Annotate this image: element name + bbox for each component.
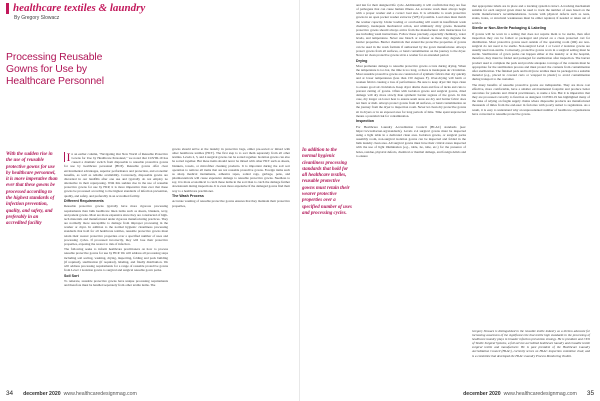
issue-date-left: december 2020 <box>23 390 61 397</box>
right-page <box>300 0 600 401</box>
paragraph-different: Reusable protective gowns typically have more rigorous processing requirements than bulk healthcare linen items such as sheets, blankets, terry, and patient gowns. Most are more expensive since they are constructed of high-tech materials and manufactured under rigorous manufacturing practices. They are normally more susceptible to damage from improper processing in the washer or dryer. In addition to the normal hygienic cleanliness processing standards that hold for all healthcare textiles, reusable protective gowns must retain their wearer protective properties over a specified number of uses and processing cycles. If processed incorrectly, they will lose their protective properties, exposing the wearer to risk of infection. <box>64 204 168 246</box>
column-4 <box>472 4 590 117</box>
byline: By Gregory Slowacz <box>14 15 60 21</box>
subhead-soil-sort: Soil Sort <box>64 273 79 278</box>
website-left: www.healthcaredesignmag.com <box>63 390 137 397</box>
author-bio: Gregory Slowacz is distinguished in the reusable textile industry as a tireless advocate for increasing awareness of the significant role that textile high standards in the processing of healthcare laundry plays in broader infection prevention strategy. He is president and CEO of Textile Surgical Systems, a full-service accredited healthcare laundry and reusable textile surgical textile and manufacturer. He is past president of the Healthcare Laundry Accreditation Council (HLAC), currently serves on HLAC inspection committee chair, and is a committee that developed the HLAC Laundry Process Monitoring Toolkit. <box>472 329 590 358</box>
subhead-drying: Drying <box>356 58 368 63</box>
left-footer <box>0 389 300 398</box>
intro-text: n an earlier column, "Navigating Our New World of Reusable Protective Gowns for Use by Healthcare Personnel," we noted that COVID-19 has caused a dramatic switch from disposable to reusable protective gowns for use by healthcare personnel (HCP). Reusable gowns offer clear environmental advantages, superior performance and protection, and economic benefits, as well as reliable availability. Conversely, disposable gowns are discarded in our landfills after one use and typically do not employ no alternative in their repurposing. With this sudden rise in the use of reusable protective gowns for use by HCP, it is more imperative than ever that these gowns be processed according to the highest standards of infection prevention, quality, and safety, and preferably in an accredited facility. <box>64 152 168 198</box>
pull-quote-right: In addition to the normal hygienic cleanliness processing standards that hold for all healthcare textiles, reusable protective gowns must retain their wearer protective properties over a specified number of uses and processing cycles. <box>302 148 352 216</box>
page-number-right: 35 <box>586 390 594 397</box>
right-footer <box>300 389 600 398</box>
pull-quote-left: With the sudden rise in the use of reusable protective gowns for use by healthcare personnel, it is more imperative than ever that these gowns be processed according to the highest standards of infection prevention, quality, and safety, and preferably in an accredited facility <box>6 152 58 227</box>
paragraph-soil-sort: To reiterate, reusable protective gowns have unique processing requirements and therefore must be handled separately from other textile items. The <box>64 278 168 288</box>
paragraph-sterile: If gowns will be worn in a setting that does not require them to be sterile, then after inspection they can be folded or packaged and placed on a clean protected cart for distribution. Most protective gowns used outside of the operating room (OR) are non-surgical do not need to be sterile. Non-surgical Level 1 or Level 2 isolation gowns are usually used non-sterile. Conversely, protective gowns worn in a surgical setting must be sterile. Sterilization of gown packs can happen either at the laundry or at the hospital, therefore, they must be folded and packaged for sterilization after inspection. The barrier product used to complete the pack and provide adequate coverage of the contents must be appropriate for the sterilization process and must protect the contents from contamination after sterilization. The finished pack and hold (now textiles must be packaged in a suitable material (e.g., placed in covered carts or wrapped in plastic) to avoid contamination during transport to the customer. <box>472 31 590 82</box>
subhead-wash: The Wash Process <box>172 194 204 199</box>
paragraph-sort-continued: gowns should arrive at the laundry in protective bags, either pre-sorted or mixed with other healthcare textiles (HCT). The first step is to sort them separately from all other textiles. Levels 2, 3, and 4 surgical gowns can be sorted together. Isolation gowns can also be sorted together. But these items should never be mixed with other HCT such as sheets, blankets, towels, or microfiber cleaning products. It is important during the soil sort operation to remove all items that are not reusable protective gowns. Foreign items such as sharp medical instruments, adhesive tapes, soiled rags, garbage, pens, and pharmaceuticals will cause expensive damage to reusable protective gowns. Needless to say, it is more economical to catch these items in the sort than to catch the damage further downstream during inspections. It is even more expensive if the damaged gowns find their way to a healthcare practitioner. <box>172 147 290 193</box>
paragraph-benefits: The many benefits of reusable protective gowns are indisputable. They are more cost effective, more comfortable, have a smaller environmental footprint and produce better outcomes for patients and clinical practitioners, to name a few. But it is imperative that they are processed correctly to function as designed. COVID-19 has highlighted many of the risks of relying on fragile supply chains where disposable products are manufactured thousands of miles from the end-user in factories with poorly suited to regulations. As a result, it is easy to understand why an unprecedented number of healthcare organizations have converted to reusable protective gowns. <box>472 82 590 116</box>
paragraph-inspection: For Healthcare Laundry Accreditation Council (HLAC) standards (see: https://www.hlacnet.org/standards), Levels 2-4 surgical gowns must be inspected using a light table in a dedicated clean area. Isolation gowns, or surgical packs assembly room, non-surgical isolation gowns can be inspected and folded in the bulk laundry clean area. All surgical gowns must have their critical zones inspected with the use of light illumination (e.g., table, tie, tube, etc.) for the presence of holes, residue, physical defects, chemical or thermal damage, and foreign debris and to ensure <box>356 124 466 158</box>
subhead-different: Different Requirements <box>64 199 104 204</box>
intro-paragraph <box>64 149 168 198</box>
paragraph-inspection-continued: that appropriate labels are in place and a tracking system is intact. A tracking mechanism suitable for each surgical gown must be used to track the number of uses based on the textile manufacturer's recommendations. Gowns with physical defects such as tears, stains, holes, or structural weaknesses must be either repaired, if needed or taken out of service. <box>472 4 590 25</box>
website-right: www.healthcaredesignmag.com <box>503 390 577 397</box>
article-title: Processing Reusable Gowns for Use by Healthcare Personnel <box>6 52 104 88</box>
section-accent-bar <box>6 3 9 14</box>
section-header <box>6 2 145 14</box>
column-2 <box>172 147 290 209</box>
column-1 <box>64 149 168 288</box>
paragraph-wash-continued: and last for their designed life cycle. Additionally, it will confirm that they are free of pathogens that can cause human illness. An accurate wash must always begin with a proper washer and a correct load size. It is advisable to wash protective gowns in an open pocket washer extractor (WE) if possible. Load sizes must match the washer capacity. Under loading or overloading will result in insufficient wash chemistry, inadequate mechanical action, and ultimately dirty gowns. Reusable protective gowns should always arrive from the manufacturer with instructions for use including wash instructions. Follow these precisely, especially chemistry, water levels, and temperature. Never use bleach or softener as these may degrade the barrier properties. Barrier chemicals that extend the protective properties of gowns can be used in the wash formula if authorized by the gown manufacturer. Always protect gowns from all surfaces, or hand contamination on the journey to the dryer. Never let clean protective gowns sit in a washer for an extended period. <box>356 3 466 57</box>
subhead-sterile: Sterile or Non-Sterile Packaging & Labeling <box>472 26 547 31</box>
subhead-inspection: Inspection <box>356 119 374 124</box>
paragraph-following: The following seeks to inform healthcare practitioners on how to process reusable protective gowns for use by HCP. We will address all processing steps including soil sorting, washing, drying, inspecting, folding and pack building (if required), sterilization (if required), labeling, and finally distribution. We will address processing requirements for a range of reusable protective gowns from Level 1 isolation gowns to surgical and surgical reusable gown packs. <box>64 247 168 272</box>
column-3 <box>356 3 466 159</box>
issue-date-right: december 2020 <box>463 390 501 397</box>
section-title: healthcare textiles & laundry <box>13 2 146 14</box>
paragraph-drying: Most premature damage to reusable protective gowns occurs during drying. When the temperature is too hot, the time is too long, or there is inadequate air circulation. Most reusable protective gowns are constructed of synthetic fabrics that dry quickly and at lower temperatures (less than 150 degrees F). Over-drying will harm or weaken fabrics causing a loss of performance. Be sure to keep dryer lint traps clean to ensure good air circulation. Keep dryer drums clean and free of nicks and cuts to prevent cutting of gowns. Often with isolation gowns and surgical gowns, dried damage will dry more slowly than synthetic barrier regions of the gown. In this case, dry longer on lower heat to ensure seam areas are dry and barrier fabric does not burn or melt. Always protect gowns from all surfaces, or hand contamination on the journey from the dryer to inspection room. Never let clean dry protective gowns sit in dryers or in an exposed area for long periods of time. Time spent unprotected means a potential risk for contamination. <box>356 63 466 118</box>
dropcap: I <box>66 149 71 164</box>
page-number-left: 34 <box>6 390 14 397</box>
paragraph-wash: Accurate washing of reusable protective gowns ensures that they maintain their protective properties, <box>172 199 290 208</box>
dropcap-rule <box>64 152 65 162</box>
